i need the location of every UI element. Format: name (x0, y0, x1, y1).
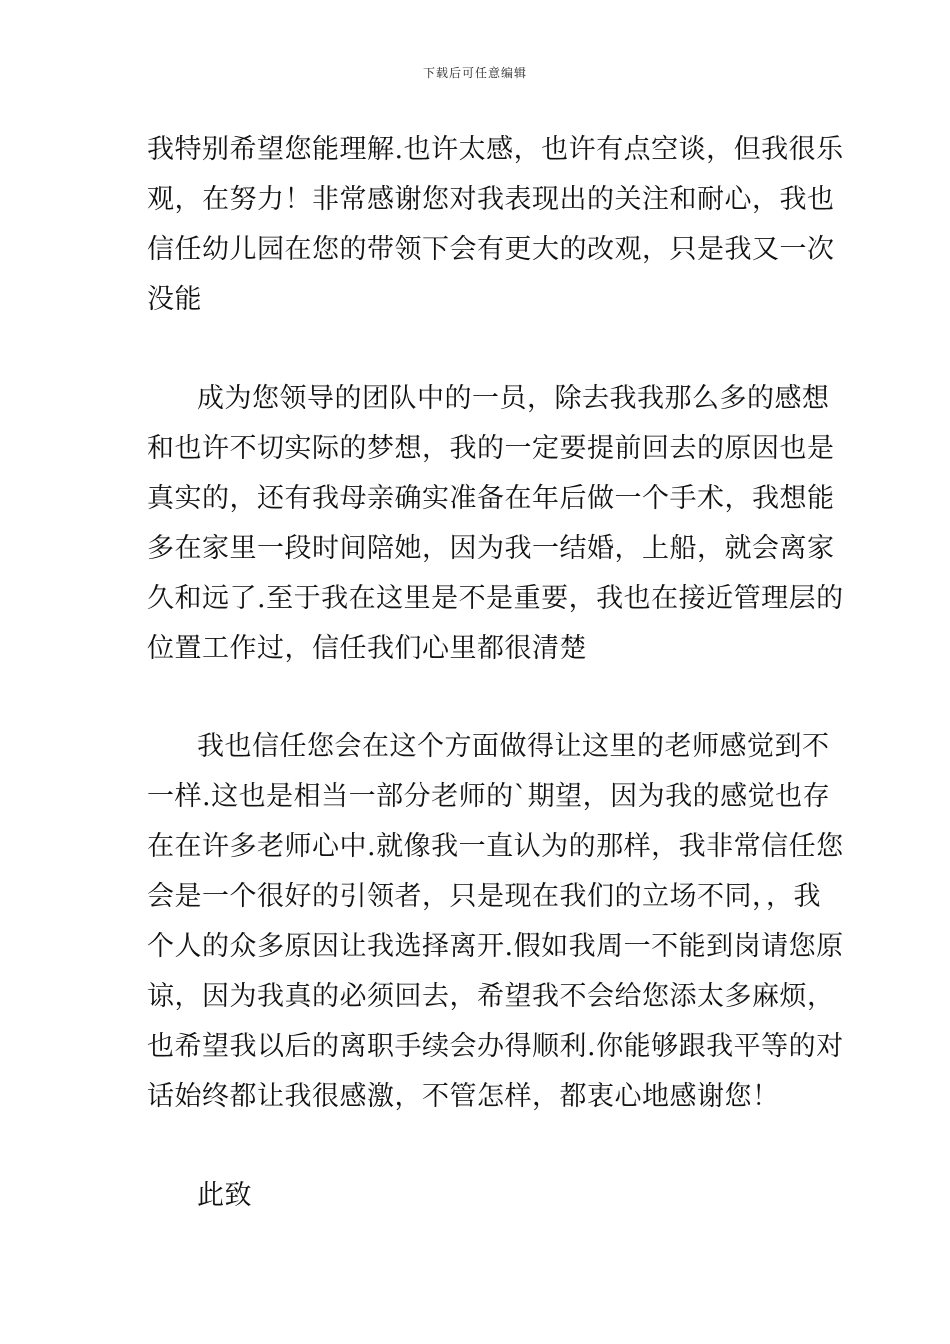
paragraph-3-line-7: 也希望我以后的离职手续会办得顺利.你能够跟我平等的对 (147, 1031, 844, 1062)
paragraph-1-line-4: 没能 (147, 284, 202, 315)
paragraph-2-line-5: 久和远了.至于我在这里是不是重要，我也在接近管理层的 (147, 583, 844, 614)
page-header: 下载后可任意编辑 (422, 66, 527, 80)
paragraph-3-line-8: 话始终都让我很感激，不管怎样，都衷心地感谢您！ (147, 1081, 780, 1112)
paragraph-3-line-5: 个人的众多原因让我选择离开.假如我周一不能到岗请您原 (147, 931, 844, 962)
paragraph-3-line-2: 一样.这也是相当一部分老师的`期望，因为我的感觉也存 (147, 781, 831, 812)
paragraph-1-line-3: 信任幼儿园在您的带领下会有更大的改观，只是我又一次 (147, 234, 835, 265)
paragraph-3-line-3: 在在许多老师心中.就像我一直认为的那样，我非常信任您 (147, 831, 844, 862)
paragraph-1-line-1: 我特别希望您能理解.也许太感，也许有点空谈，但我很乐 (147, 134, 844, 165)
paragraph-3-line-1: 我也信任您会在这个方面做得让这里的老师感觉到不 (197, 731, 830, 762)
closing-salutation: 此致 (197, 1180, 252, 1211)
paragraph-1-line-2: 观，在努力！非常感谢您对我表现出的关注和耐心，我也 (147, 184, 835, 215)
paragraph-3-line-6: 谅，因为我真的必须回去，希望我不会给您添太多麻烦， (147, 981, 835, 1012)
paragraph-2-line-2: 和也许不切实际的梦想，我的一定要提前回去的原因也是 (147, 433, 835, 464)
paragraph-3-line-4: 会是一个很好的引领者，只是现在我们的立场不同，，我 (147, 881, 821, 912)
paragraph-2-line-1: 成为您领导的团队中的一员，除去我我那么多的感想 (197, 383, 830, 414)
paragraph-2-line-3: 真实的，还有我母亲确实准备在年后做一个手术，我想能 (147, 483, 835, 514)
paragraph-2-line-4: 多在家里一段时间陪她，因为我一结婚，上船，就会离家 (147, 533, 835, 564)
paragraph-2-line-6: 位置工作过，信任我们心里都很清楚 (147, 633, 587, 664)
